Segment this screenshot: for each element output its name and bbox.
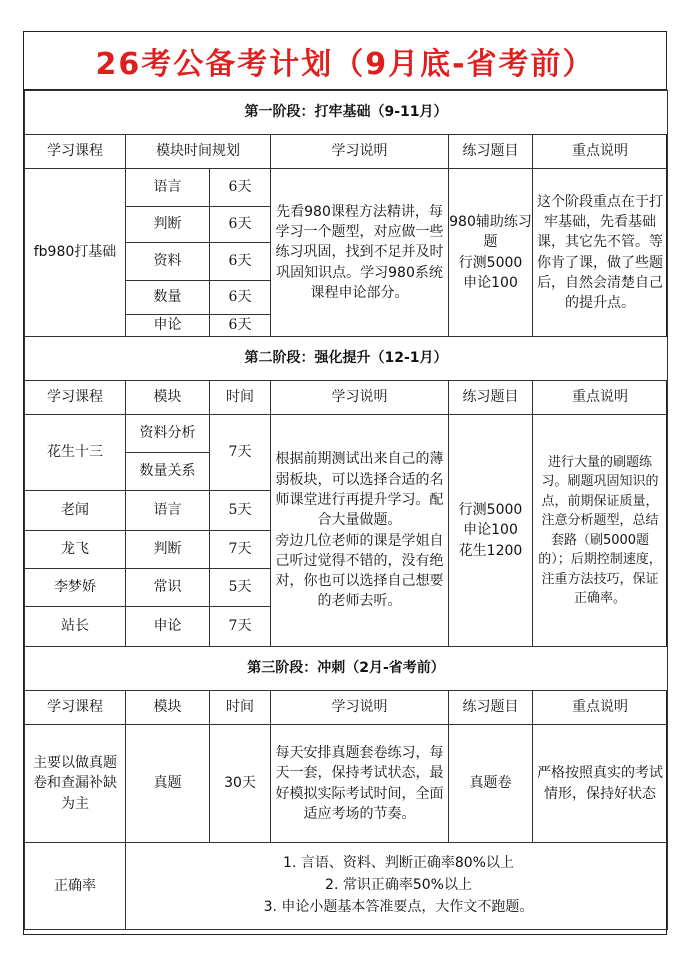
- stage3-focus: 严格按照真实的考试情形，保持好状态: [533, 725, 668, 843]
- module-name: 数量: [126, 281, 210, 315]
- module-name: 申论: [126, 607, 210, 647]
- header-module-time: 模块时间规划: [126, 135, 271, 169]
- accuracy-item: 3. 申论小题基本答准要点，大作文不跑题。: [263, 898, 534, 915]
- module-days: 5天: [210, 491, 271, 531]
- teacher-name: 老闻: [25, 491, 126, 531]
- module-days: 6天: [210, 315, 271, 337]
- header-focus: 重点说明: [533, 691, 668, 725]
- module-name: 资料分析: [126, 415, 210, 453]
- module-name: 判断: [126, 531, 210, 569]
- module-name: 语言: [126, 491, 210, 531]
- plan-title: 26考公备考计划（9月底-省考前）: [24, 32, 666, 90]
- module-name: 判断: [126, 207, 210, 243]
- plan-table: [24, 90, 668, 930]
- module-name: 资料: [126, 243, 210, 281]
- module-name: 常识: [126, 569, 210, 607]
- header-description: 学习说明: [271, 135, 449, 169]
- stage3-heading: 第三阶段：冲刺（2月-省考前）: [25, 647, 668, 691]
- header-focus: 重点说明: [533, 135, 668, 169]
- module-days: 6天: [210, 243, 271, 281]
- header-practice: 练习题目: [449, 691, 533, 725]
- header-course: 学习课程: [25, 691, 126, 725]
- header-module: 模块: [126, 381, 210, 415]
- teacher-name: 李梦娇: [25, 569, 126, 607]
- teacher-name: 龙飞: [25, 531, 126, 569]
- module-days: 6天: [210, 207, 271, 243]
- teacher-name: 花生十三: [25, 415, 126, 491]
- stage2-description: 根据前期测试出来自己的薄弱板块，可以选择合适的名师课堂进行再提升学习。配合大量做题。 旁边几位老师的课是学姐自己听过觉得不错的，没有绝对，你也可以选择自己想要的老师去听。: [271, 415, 449, 647]
- header-description: 学习说明: [271, 691, 449, 725]
- stage3-practice: 真题卷: [449, 725, 533, 843]
- stage3-header-row: [25, 691, 668, 725]
- stage2-heading: 第二阶段：强化提升（12-1月）: [25, 337, 668, 381]
- stage3-course: 主要以做真题卷和查漏补缺为主: [25, 725, 126, 843]
- stage1-description: 先看980课程方法精讲，每学习一个题型，对应做一些练习巩固，找到不足并及时巩固知识点。学习980系统课程申论部分。: [271, 169, 449, 337]
- header-focus: 重点说明: [533, 381, 668, 415]
- teacher-name: 站长: [25, 607, 126, 647]
- module-name: 申论: [126, 315, 210, 337]
- header-course: 学习课程: [25, 135, 126, 169]
- stage2-practice: 行测5000 申论100 花生1200: [449, 415, 533, 647]
- study-plan-sheet: [23, 31, 667, 935]
- stage1-header-row: [25, 135, 668, 169]
- module-days: 7天: [210, 607, 271, 647]
- accuracy-list: [126, 843, 668, 930]
- stage2-focus: 进行大量的刷题练习。刷题巩固知识的点，前期保证质量，注意分析题型，总结套路（刷5000题的）；后期控制速度，注重方法技巧，保证正确率。: [533, 415, 668, 647]
- header-module: 模块: [126, 691, 210, 725]
- accuracy-item: 2. 常识正确率50%以上: [325, 877, 472, 894]
- header-time: 时间: [210, 381, 271, 415]
- module-name: 语言: [126, 169, 210, 207]
- module-days: 6天: [210, 281, 271, 315]
- stage1-course: fb980打基础: [25, 169, 126, 337]
- stage1-heading: 第一阶段：打牢基础（9-11月）: [25, 91, 668, 135]
- stage1-focus: 这个阶段重点在于打牢基础，先看基础课，其它先不管。等你肯了课，做了些题后，自然会清楚自己的提升点。: [533, 169, 668, 337]
- stage3-module: 真题: [126, 725, 210, 843]
- stage3-days: 30天: [210, 725, 271, 843]
- module-days: 6天: [210, 169, 271, 207]
- accuracy-item: 1. 言语、资料、判断正确率80%以上: [283, 855, 514, 872]
- header-practice: 练习题目: [449, 135, 533, 169]
- module-days: 7天: [210, 531, 271, 569]
- header-course: 学习课程: [25, 381, 126, 415]
- module-days: 7天: [210, 415, 271, 491]
- stage1-practice: 980辅助练习题 行测5000 申论100: [449, 169, 533, 337]
- module-days: 5天: [210, 569, 271, 607]
- stage3-description: 每天安排真题套卷练习，每天一套，保持考试状态，最好模拟实际考试时间，全面适应考场的节奏。: [271, 725, 449, 843]
- header-practice: 练习题目: [449, 381, 533, 415]
- stage2-header-row: [25, 381, 668, 415]
- header-description: 学习说明: [271, 381, 449, 415]
- header-time: 时间: [210, 691, 271, 725]
- module-name: 数量关系: [126, 453, 210, 491]
- accuracy-label: 正确率: [25, 843, 126, 930]
